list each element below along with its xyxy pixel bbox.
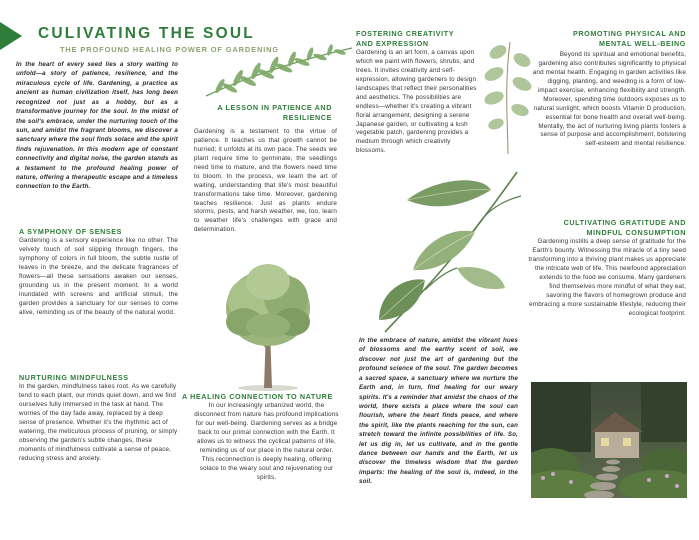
page-title: CULIVATING THE SOUL [38,25,255,42]
garden-path-photo [531,382,687,498]
healing-heading: A HEALING CONNECTION TO NATURE [182,392,333,401]
wellbeing-heading: PROMOTING PHYSICAL AND MENTAL WELL-BEING [572,29,686,48]
creativity-body: Gardening is an art form, a canvas upon which we paint with flowers, shrubs, and trees. It invites creativity and self-expression, allowing gardeners to design landscapes that reflect their personalities and aesthetics. The possibilities are endless—whether it's creating a vibrant floral arrangement, designing a serene Japanese garden, or cultivating a lush vegetable patch, gardening provides a medium through which creativity blossoms. [356,49,477,155]
healing-body: In our increasingly urbanized world, the disconnect from nature has profound implications for our well-being. Gardening serves as a bridge back to our primal connection with the Earth. It allows us to witness the cyclical patterns of life, reminding us of our place in the natural order. This reconnection is deeply healing, offering solace to the weary soul and rejuvenating our spirits. [194,402,339,481]
mindfulness-heading: NURTURING MINDFULNESS [19,373,129,382]
corner-triangle [0,22,22,50]
page-subtitle: THE PROFOUND HEALING POWER OF GARDENING [60,45,280,54]
patience-body: Gardening is a testament to the virtue of patience. It teaches us that growth cannot be hurried; it unfolds at its own pace. The seeds we plant require time to germinate, the seedlings need time to mature, and the flowers need time to bloom. In the process, we learn the art of waiting, understanding that life's most beautiful transformations take time. Moreover, gardening teaches resilience. Just as plants endure storms, pests, and harsh weather, we, too, learn to weather life's challenges with grace and determination. [194,128,337,234]
senses-body: Gardening is a sensory experience like no other. The velvety touch of soil slipping through fingers, the symphony of colors in full bloom, the subtle rustle of leaves in the breeze, and the delicate fragrances of flowers—all these sensations awaken our senses, grounding us in the present moment. In a world inundated with screens and artificial stimuli, the garden provides a sanctuary for our senses to come alive, reminding us of the beauty of the natural world. [19,237,178,316]
embrace-paragraph: In the embrace of nature, amidst the vibrant hues of blossoms and the earthy scent of soil, we discover not just the art of gardening but the profound science of the soul. The garden becomes a sacred space, a sanctuary where we nurture the Earth and, in turn, find healing for our weary spirits. It's a reminder that amidst the chaos of the world, there exists a place where the soul can flourish, where the heart finds peace, and where the spirit, like the plants reaching for the sun, can stretch toward the infinite possibilities of life. So, let us dig in, let us cultivate, and in the gentle dance between our hands and the Earth, let us discover the timeless wisdom that the garden imparts: the healing of the soul is, indeed, in the soil. [359,337,518,486]
patience-heading: A LESSON IN PATIENCE AND RESILIENCE [217,103,332,122]
wellbeing-body: Beyond its spiritual and emotional benefits, gardening also contributes significantly to physical and mental health. Engaging in garden activities like digging, planting, and weeding is a form of low-impact exercise, enhancing flexibility and strength. Moreover, spending time outdoors exposes us to natural sunlight, which boosts Vitamin D production, essential for bone health and overall well-being. Mentally, the act of nurturing living plants fosters a sense of purpose and accomplishment, bolstering self-esteem and mental resilience. [532,51,686,148]
tree-illustration [214,260,322,392]
large-leaf-branch-illustration [365,160,525,338]
gratitude-heading: CULTIVATING GRATITUDE AND MINDFUL CONSUMPTION [563,218,686,237]
senses-heading: A SYMPHONY OF SENSES [19,227,123,236]
fern-sprig-illustration [200,40,358,102]
intro-paragraph: In the heart of every seed lies a story waiting to unfold—a story of patience, resilience, and the miraculous cycle of life. Gardening, a practice as ancient as human civilization itself, has long been recognized not just as a hobby, but as a transformative journey for the soul. In the midst of the soil's embrace, under the nurturing touch of the sun, and amidst the fragrant blooms, we discover a sanctuary where the soul finds solace and the spirit finds rejuvenation. In this modern age of constant connectivity and digital noise, the garden stands as a testament to the profound healing power of nature, offering a therapeutic escape and a timeless connection to the Earth. [16,61,178,191]
creativity-heading: FOSTERING CREATIVITY AND EXPRESSION [356,29,454,48]
gratitude-body: Gardening instills a deep sense of gratitude for the Earth's bounty. Witnessing the miracle of a tiny seed transforming into a thriving plant makes us appreciate the intricate web of life. This newfound appreciation extends to the food we consume. Many gardeners find themselves more mindful of what they eat, savoring the flavors of homegrown produce and embracing a more sustainable lifestyle, reducing their ecological footprint. [528,238,686,317]
mindfulness-body: In the garden, mindfulness takes root. As we carefully tend to each plant, our minds quiet down, and we find ourselves fully immersed in the task at hand. The worries of the day fade away, replaced by a deep sense of presence. Whether it's the rhythmic act of watering, the meticulous process of pruning, or simply observing the garden's subtle changes, these moments of mindfulness cultivate a sense of peace, reducing stress and anxiety. [19,383,178,462]
eucalyptus-sprig-illustration [478,38,536,156]
